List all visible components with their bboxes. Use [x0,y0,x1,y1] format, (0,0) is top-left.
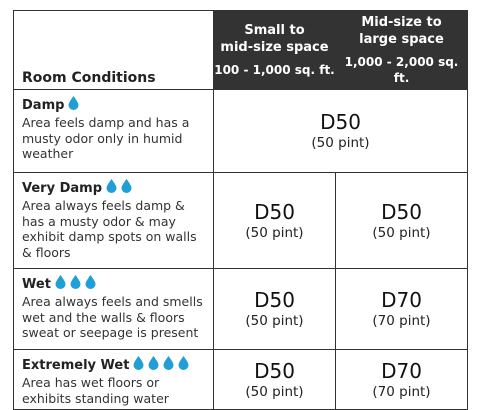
recommendation-cell-small [214,269,336,350]
model-name: D50 [254,199,295,224]
model-capacity: (50 pint) [245,383,304,400]
model-name: D50 [254,288,295,312]
recommendation-cell-small [214,350,336,410]
model-capacity: (50 pint) [311,135,370,151]
condition-description: Area has wet floors or exhibits standing water [22,375,169,406]
size-range-small: 100 - 1,000 sq. ft. [214,63,335,77]
condition-cell [14,90,214,173]
size-header-large-line1: Mid-size to [361,15,442,30]
water-drop-icon [106,179,117,193]
recommendation-cell-large [336,350,468,410]
condition-cell [14,269,214,350]
model-capacity: (50 pint) [372,224,431,241]
size-header-large-line2: large space [359,32,444,47]
model-name: D70 [381,358,422,383]
water-drop-icon [68,96,79,110]
size-header-small [214,11,336,90]
water-drop-icon [55,275,66,289]
recommendation-cell-large [336,173,468,269]
table-row [14,90,468,173]
header-row [14,11,468,90]
condition-name: Damp [22,98,65,113]
model-capacity: (70 pint) [372,313,431,329]
model-capacity: (50 pint) [245,313,304,329]
recommendation-cell-large [336,269,468,350]
condition-name: Extremely Wet [22,358,130,373]
recommendation-cell-merged [214,90,468,173]
table-row [14,173,468,269]
size-header-small-line1: Small to [244,23,305,38]
drop-rating [106,178,136,197]
model-name: D50 [320,110,361,134]
condition-description: Area always feels damp & has a musty odor & may exhibit damp spots on walls & floors [22,198,197,260]
water-drop-icon [178,356,189,370]
condition-name: Very Damp [22,181,102,196]
condition-cell [14,173,214,269]
condition-description: Area feels damp and has a musty odor only in humid weather [22,115,190,161]
water-drop-icon [70,275,81,289]
recommendation-cell-small [214,173,336,269]
size-range-large: 1,000 - 2,000 sq. ft. [344,55,459,85]
size-header-large [336,11,468,90]
model-name: D50 [381,199,422,224]
drop-rating [68,95,83,114]
room-conditions-header: Room Conditions [14,11,214,90]
size-header-small-line2: mid-size space [220,40,329,55]
model-capacity: (70 pint) [372,383,431,400]
table-row [14,350,468,410]
water-drop-icon [163,356,174,370]
water-drop-icon [148,356,159,370]
table-row [14,269,468,350]
model-name: D70 [381,288,422,312]
model-name: D50 [254,358,295,383]
water-drop-icon [85,275,96,289]
water-drop-icon [121,179,132,193]
model-capacity: (50 pint) [245,224,304,241]
condition-name: Wet [22,277,51,292]
condition-description: Area always feels and smells wet and the walls & floors sweat or seepage is present [22,294,203,340]
dehumidifier-sizing-table [13,10,468,410]
condition-cell [14,350,214,410]
water-drop-icon [133,356,144,370]
drop-rating [133,355,193,374]
drop-rating [55,274,100,293]
